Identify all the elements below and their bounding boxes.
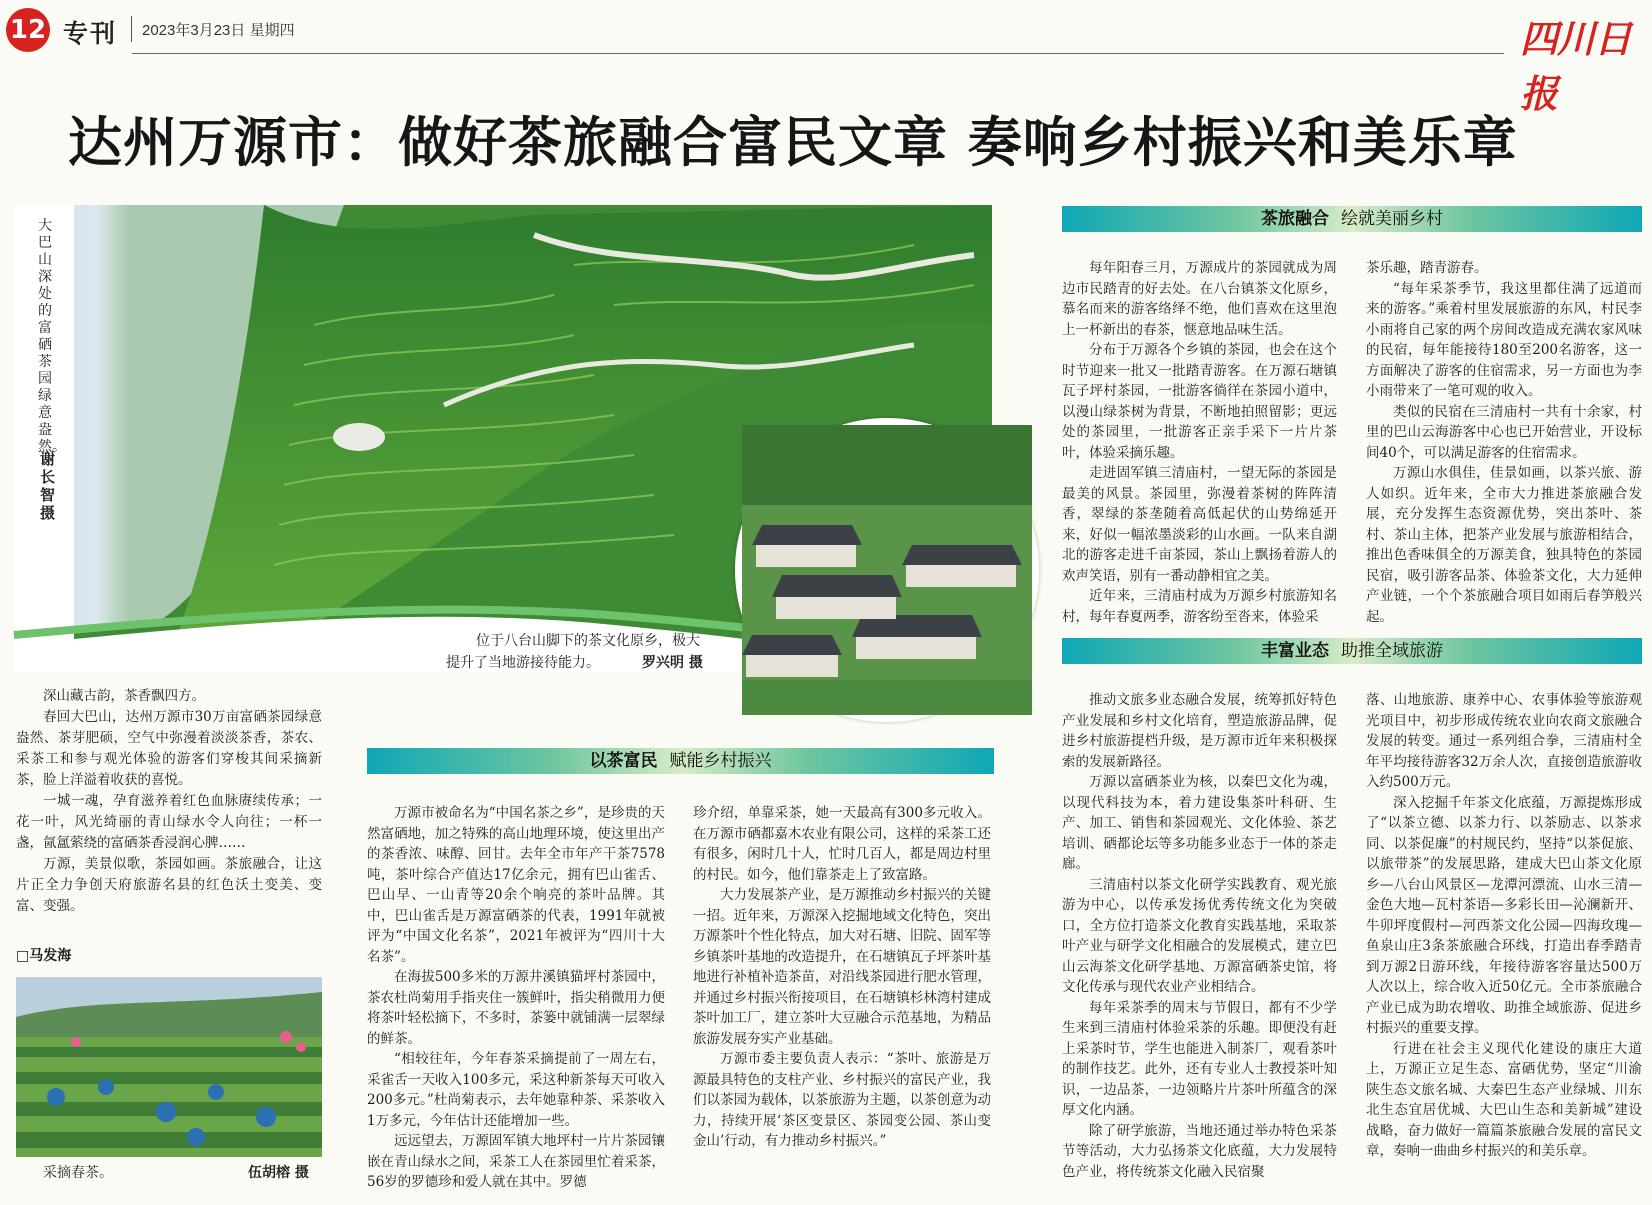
article-column bbox=[1062, 690, 1337, 1190]
section-title-bold: 茶旅融合 bbox=[1261, 209, 1329, 229]
lead-text bbox=[16, 686, 322, 917]
inset-credit: 罗兴明 摄 bbox=[642, 655, 703, 671]
paragraph: 大力发展茶产业，是万源推动乡村振兴的关键一招。近年来，万源深入挖掘地域文化特色，突出万源茶叶个性化特点，加大对石塘、旧院、固军等乡镇茶叶基地的改造提升，在石塘镇瓦子坪茶叶基地进行补植补造茶苗，对沿线茶园进行肥水管理，并通过乡村振兴衔接项目，在石塘镇杉林湾村建成茶叶加工厂，建立茶叶大豆融合示范基地，为精品旅游发展夯实产业基础。 bbox=[693, 887, 991, 1047]
paragraph: 万源山水俱佳，佳景如画，以茶兴旅、游人如织。近年来，全市大力推进茶旅融合发展，充分发挥生态资源优势，突出茶叶、茶村、茶山主体，把茶产业发展与旅游相结合，推出色香味俱全的万源美食，独具特色的茶园民宿，吸引游客品茶、体验茶文化，大力延伸产业链，一个个茶旅融合项目如雨后春笋般兴起。 bbox=[1366, 465, 1642, 625]
paragraph: 珍介绍，单靠采茶，她一天最高有300多元收入。在万源市硒都嘉木农业有限公司，这样的采茶工还有很多，闲时几十人，忙时几百人，都是周边村里的村民。如今，他们靠茶走上了致富路。 bbox=[693, 805, 991, 883]
paragraph: 行进在社会主义现代化建设的康庄大道上，万源正立足生态、富硒优势，坚定“川渝陕生态文旅名城、大秦巴生态产业绿城、川东北生态宜居优城、大巴山生态和美新城”建设战略，奋力做好一篇篇茶旅融合发展的富民文章，奏响一曲曲乡村振兴的和美乐章。 bbox=[1366, 1040, 1642, 1159]
inset-caption-line2: 提升了当地游接待能力。 bbox=[446, 655, 600, 671]
village-image bbox=[742, 425, 1032, 715]
paragraph: 万源以富硒茶业为核，以秦巴文化为魂，以现代科技为本，着力建设集茶叶科研、生产、加工、销售和茶园观光、文化体验、茶艺培训、硒都论坛等多功能多业态于一体的茶走廊。 bbox=[1062, 774, 1337, 872]
section-title-rest: 绘就美丽乡村 bbox=[1341, 209, 1443, 229]
paragraph: 三清庙村以茶文化研学实践教育、观光旅游为中心，以传承发扬优秀传统文化为突破口，全方位打造茶文化教育实践基地，采取茶叶产业与研学文化相融合的发展模式，建立巴山云海茶文化研学基地、万源富硒茶史馆，将文化传承与现代农业产业相结合。 bbox=[1062, 876, 1337, 995]
article-column bbox=[1062, 258, 1337, 625]
paragraph: 类似的民宿在三清庙村一共有十余家，村里的巴山云海游客中心也已开始营业，开设标间40个，可以满足游客的住宿需求。 bbox=[1366, 403, 1642, 461]
tea-picking-photo bbox=[16, 977, 322, 1157]
masthead-logo: 四川日报 bbox=[1520, 16, 1632, 116]
tea-picking-image bbox=[16, 977, 322, 1157]
header-rule bbox=[132, 53, 1504, 54]
section-banner-rich-formats bbox=[1062, 638, 1642, 664]
inset-caption-line1: 位于八台山脚下的茶文化原乡，极大 bbox=[476, 633, 700, 649]
paragraph: 茶乐趣，踏青游春。 bbox=[1366, 260, 1488, 276]
paragraph: 分布于万源各个乡镇的茶园，也会在这个时节迎来一批又一批踏青游客。在万源石塘镇瓦子坪村茶园，一批游客徜徉在茶园小道中，以漫山绿茶树为背景，不断地拍照留影；更远处的茶园里，一批游客正亲手采下一片片茶叶，体验采摘乐趣。 bbox=[1062, 342, 1337, 461]
tea-village-inset-photo bbox=[735, 418, 1039, 722]
header-divider bbox=[131, 16, 132, 42]
article-column bbox=[693, 803, 991, 1183]
paragraph: “每年采茶季节，我这里都住满了远道而来的游客。”乘着村里发展旅游的东风，村民李小雨将自己家的两个房间改造成充满农家风味的民宿，每年能接待180至200名游客，这一方面解决了游客的住宿需求，另一方面也为李小雨带来了一笔可观的收入。 bbox=[1366, 280, 1642, 399]
paragraph: 推动文旅多业态融合发展，统筹抓好特色产业发展和乡村文化培育，塑造旅游品牌，促进乡村旅游提档升级，是万源市近年来积极探索的发展新路径。 bbox=[1062, 692, 1337, 770]
paragraph: 每年采茶季的周末与节假日，都有不少学生来到三清庙村体验采茶的乐趣。即便没有赶上采茶时节，学生也能进入制茶厂，观看茶叶的制作技艺。此外，还有专业人士教授茶叶知识，一边品茶，一边领略片片茶叶所蕴含的深厚文化内涵。 bbox=[1062, 999, 1337, 1118]
author-byline: □马发海 bbox=[16, 948, 72, 964]
paragraph: 深入挖掘千年茶文化底蕴，万源提炼形成了“以茶立德、以茶力行、以茶励志、以茶求同、以茶促廉”的村规民约，坚持“以茶促旅、以旅带茶”的发展思路，建成大巴山茶文化原乡—八台山风景区—龙潭河漂流、山水三清—金色大地—瓦村茶语—多彩长田—沁澜新开、牛卯坪度假村—河西茶文化公园—四海玫瑰—鱼泉山庄3条茶旅融合环线，打造出春季踏青到万源2日游环线，年接待游客容量达500万人次以上，综合收入近50亿元。全市茶旅融合产业已成为助农增收、助推全域旅游、促进乡村振兴的重要支撑。 bbox=[1366, 794, 1642, 1036]
paragraph: 落、山地旅游、康养中心、农事体验等旅游观光项目中，初步形成传统农业向农商文旅融合发展的转变。通过一系列组合拳，三清庙村全年平均接待游客32万余人次，直接创造旅游收入约500万元。 bbox=[1366, 692, 1642, 790]
section-banner-tea-wealth bbox=[367, 748, 994, 774]
lead-paragraph: 深山藏古韵，茶香飘四方。 bbox=[43, 688, 205, 704]
dateline: 2023年3月23日 星期四 bbox=[142, 22, 295, 39]
paragraph: “相较往年，今年春茶采摘提前了一周左右，采雀舌一天收入100多元，采这种新茶每天可收入200多元。”杜尚菊表示，去年她靠种茶、采茶收入1万多元，今年估计还能增加一些。 bbox=[367, 1051, 665, 1129]
headline: 达州万源市：做好茶旅融合富民文章 奏响乡村振兴和美乐章 bbox=[68, 111, 1518, 174]
section-title-rest: 赋能乡村振兴 bbox=[669, 751, 772, 771]
main-photo-credit: 谢长智 摄 bbox=[40, 450, 56, 522]
small-photo-credit: 伍胡榕 摄 bbox=[248, 1165, 309, 1181]
article-column bbox=[1366, 690, 1642, 1190]
section-label: 专刊 bbox=[63, 19, 118, 48]
page-number-badge: 12 bbox=[6, 8, 50, 52]
paragraph: 走进固军镇三清庙村，一望无际的茶园是最美的风景。茶园里，弥漫着茶树的阵阵清香，翠绿的茶垄随着高低起伏的山势绵延开来，好似一幅浓墨淡彩的山水画。一队来自湖北的游客走进千亩茶园，茶山上飘扬着游人的欢声笑语，别有一番动静相宜之美。 bbox=[1062, 465, 1337, 584]
article-column bbox=[367, 803, 665, 1190]
paragraph: 在海拔500多米的万源井溪镇猫坪村茶园中，茶农杜尚菊用手指夹住一簇鲜叶，指尖稍微用力便将茶叶轻松摘下，不多时，茶篓中就铺满一层翠绿的鲜茶。 bbox=[367, 969, 665, 1047]
section-banner-tea-tourism bbox=[1062, 206, 1642, 232]
section-title-bold: 以茶富民 bbox=[589, 751, 658, 771]
lead-paragraph: 万源，美景似歌，茶园如画。茶旅融合，让这片正全力争创天府旅游名县的红色沃土变美、变富、变强。 bbox=[16, 856, 322, 914]
main-photo-caption: 大巴山深处的富硒茶园绿意盎然。 bbox=[38, 218, 66, 455]
paragraph: 每年阳春三月，万源成片的茶园就成为周边市民踏青的好去处。在八台镇茶文化原乡，慕名而来的游客络绎不绝，他们喜欢在这里泡上一杯新出的春茶，惬意地品味生活。 bbox=[1062, 260, 1337, 338]
paragraph: 近年来，三清庙村成为万源乡村旅游知名村，每年春夏两季，游客纷至沓来，体验采 bbox=[1062, 588, 1337, 625]
paragraph: 万源市委主要负责人表示：“茶叶、旅游是万源最具特色的支柱产业、乡村振兴的富民产业，我们以茶园为载体，以茶旅游为主题，以茶创意为动力，持续开展‘茶区变景区、茶园变公园、茶山变金山’行动，有力推动乡村振兴。” bbox=[693, 1051, 991, 1149]
paragraph: 万源市被命名为“中国名茶之乡”，是珍贵的天然富硒地，加之特殊的高山地理环境，使这里出产的茶香浓、味醇、回甘。去年全市年产干茶7578吨，茶叶综合产值达17亿余元，拥有巴山雀舌、巴山早、一山青等20余个响亮的茶叶品牌。其中，巴山雀舌是万源富硒茶的代表，1991年就被评为“中国文化名茶”，2021年被评为“四川十大名茶”。 bbox=[367, 805, 665, 965]
lead-paragraph: 春回大巴山，达州万源市30万亩富硒茶园绿意盎然、茶芽肥硕，空气中弥漫着淡淡茶香，茶农、采茶工和参与观光体验的游客们穿梭其间采摘新茶，脸上洋溢着收获的喜悦。 bbox=[16, 709, 322, 788]
paragraph: 远远望去，万源固军镇大地坪村一片片茶园镶嵌在青山绿水之间，采茶工人在茶园里忙着采茶，56岁的罗德珍和爱人就在其中。罗德 bbox=[367, 1133, 665, 1190]
lead-paragraph: 一城一魂，孕育滋养着红色血脉赓续传承；一花一叶，风光绮丽的青山绿水令人向往；一杯一盏，氤氲萦绕的富硒茶香浸润心脾…… bbox=[16, 793, 322, 851]
section-title-rest: 助推全域旅游 bbox=[1341, 641, 1443, 661]
paragraph: 除了研学旅游，当地还通过举办特色采茶节等活动，大力弘扬茶文化底蕴，大力发展特色产业，将传统茶文化融入民宿聚 bbox=[1062, 1122, 1337, 1180]
section-title-bold: 丰富业态 bbox=[1261, 641, 1329, 661]
article-column bbox=[1366, 258, 1642, 625]
small-photo-caption: 采摘春茶。 bbox=[43, 1165, 113, 1181]
